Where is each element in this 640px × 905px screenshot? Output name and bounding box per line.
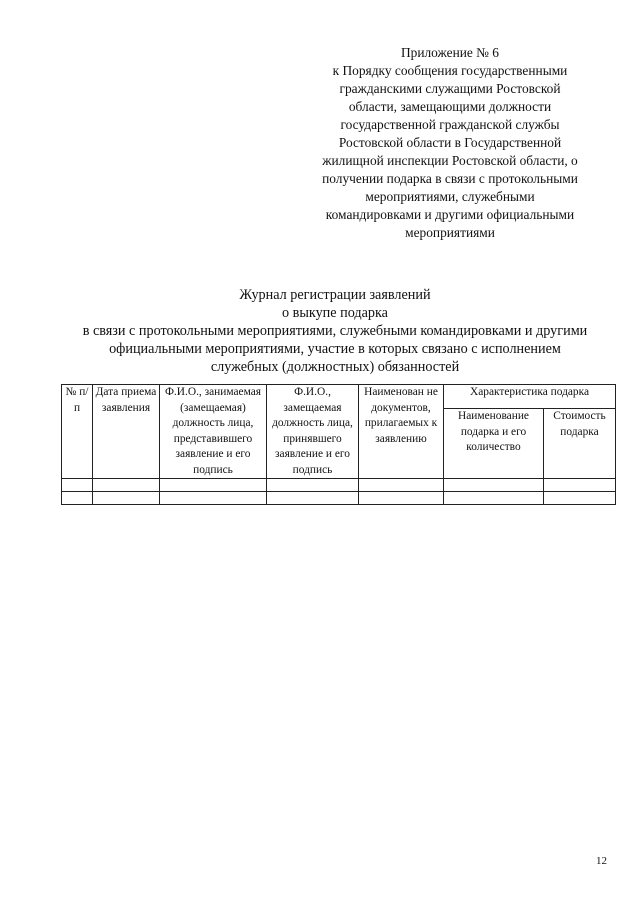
appendix-line: к Порядку сообщения государственными bbox=[332, 63, 568, 78]
appendix-line: гражданскими служащими Ростовской bbox=[339, 81, 561, 96]
journal-title-line: в связи с протокольными мероприятиями, служебными командировками и другими bbox=[82, 323, 588, 339]
header-documents: Наименован не документов, прилагаемых к заявлению bbox=[359, 385, 444, 479]
table-cell bbox=[444, 479, 544, 492]
table-cell bbox=[267, 479, 359, 492]
header-number: № п/п bbox=[62, 385, 93, 479]
page-number: 12 bbox=[596, 855, 607, 867]
appendix-line: области, замещающими должности bbox=[348, 99, 552, 114]
header-applicant: Ф.И.О., занимаемая (замещаемая) должность лица, представившего заявление и его подпись bbox=[160, 385, 267, 479]
appendix-line: мероприятиями, служебными bbox=[365, 189, 535, 204]
table-cell bbox=[62, 479, 93, 492]
journal-title-line: служебных (должностных) обязанностей bbox=[210, 359, 460, 375]
table-cell bbox=[544, 492, 616, 505]
register-table bbox=[61, 384, 616, 505]
header-gift-characteristics: Характеристика подарка bbox=[444, 385, 616, 409]
table-row bbox=[62, 492, 616, 505]
table-cell bbox=[160, 492, 267, 505]
register-body bbox=[62, 479, 616, 505]
appendix-line: жилищной инспекции Ростовской области, о bbox=[322, 153, 578, 168]
journal-title-line: Журнал регистрации заявлений bbox=[239, 287, 431, 303]
table-row bbox=[62, 479, 616, 492]
table-cell bbox=[359, 479, 444, 492]
journal-title-line: о выкупе подарка bbox=[282, 305, 388, 321]
appendix-header bbox=[290, 44, 610, 242]
table-cell bbox=[544, 479, 616, 492]
table-cell bbox=[359, 492, 444, 505]
header-receiver: Ф.И.О., замещаемая должность лица, принявшего заявление и его подпись bbox=[267, 385, 359, 479]
appendix-line: государственной гражданской службы bbox=[340, 117, 560, 132]
table-cell bbox=[62, 492, 93, 505]
table-cell bbox=[160, 479, 267, 492]
appendix-line: командировками и другими официальными bbox=[325, 207, 575, 222]
journal-title-line: официальными мероприятиями, участие в которых связано с исполнением bbox=[109, 341, 561, 357]
header-gift-name: Наименование подарка и его количество bbox=[444, 409, 544, 479]
table-cell bbox=[93, 479, 160, 492]
appendix-line: получении подарка в связи с протокольными bbox=[322, 171, 578, 186]
appendix-line: мероприятиями bbox=[405, 225, 495, 240]
appendix-line: Ростовской области в Государственной bbox=[338, 135, 562, 150]
journal-title bbox=[30, 286, 640, 376]
table-cell bbox=[267, 492, 359, 505]
table-cell bbox=[93, 492, 160, 505]
table-cell bbox=[444, 492, 544, 505]
header-gift-cost: Стоимость подарка bbox=[544, 409, 616, 479]
appendix-line: Приложение № 6 bbox=[400, 45, 500, 60]
header-date: Дата приема заявления bbox=[93, 385, 160, 479]
